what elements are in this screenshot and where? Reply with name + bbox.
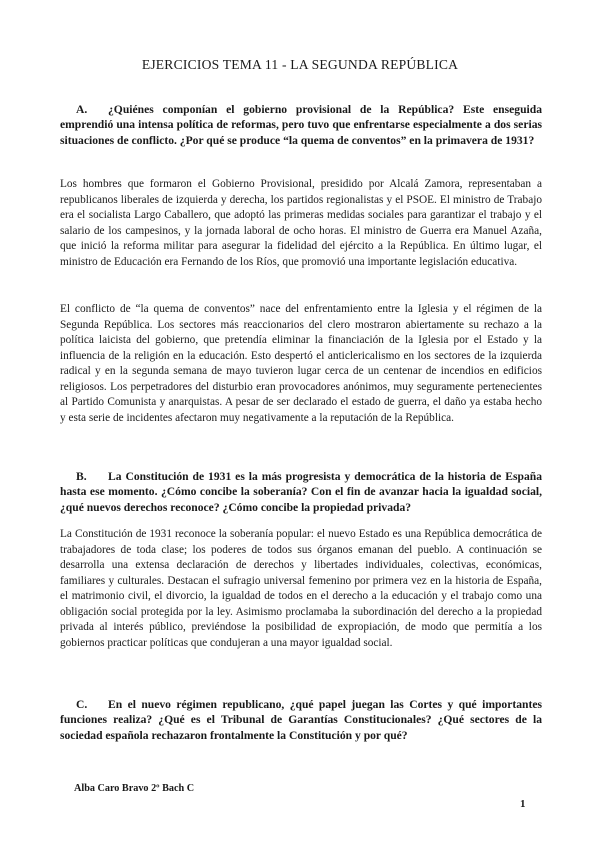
question-letter: C. [76,698,88,711]
document-title: EJERCICIOS TEMA 11 - LA SEGUNDA REPÚBLICA [141,57,459,72]
answer-a-paragraph-2: El conflicto de “la quema de conventos” nace del enfrentamiento entre la Iglesia y el régimen de la Segunda República. Los sectores más reaccionarios del clero mostraron abiertamente su rechazo a la política laicista del gobierno, que pretendía eliminar la financiación de la Iglesia por el Estado y la influencia de la religión en la educación. Esto despertó el anticlericalismo en los sectores de la izquierda radical y en la segunda semana de mayo tuvieron lugar cerca de un centenar de incendios en edificios religiosos. Los perpetradores del disturbio eran provocadores anónimos, muy seguramente pertenecientes al Partido Comunista y anarquistas. A pesar de ser declarado el estado de guerra, el daño ya estaba hecho y esta serie de incidentes afectaron muy negativamente a la reputación de la República. [60,303,542,424]
page-number: 1 [520,798,526,810]
question-a [60,102,542,148]
question-c [60,697,542,743]
answer-b-paragraph-1: La Constitución de 1931 reconoce la soberanía popular: el nuevo Estado es una República democrática de trabajadores de toda clase; los poderes de todos sus órganos emanan del pueblo. A continuación se desarrolla una extensa declaración de derechos y libertades individuales, colectivas, económicas, familiares y culturales. Destacan el sufragio universal femenino por primera vez en la historia de España, el matrimonio civil, el divorcio, la igualdad de todos en el derecho a la educación y el trabajo como una obligación social protegida por la ley. Asimismo proclamaba la subordinación del derecho a la propiedad privada al interés público, previéndose la posibilidad de expropiación, de modo que permitía a los gobiernos practicar políticas que condujeran a una mayor igualdad social. [60,528,542,649]
answer-a-paragraph-1: Los hombres que formaron el Gobierno Provisional, presidido por Alcalá Zamora, representaban a republicanos liberales de izquierda y derecha, los partidos regionalistas y el PSOE. El ministro de Trabajo era el socialista Largo Caballero, que adoptó las primeras medidas sociales para garantizar el trabajo y el salario de los campesinos, y la jornada laboral de ocho horas. El ministro de Guerra era Manuel Azaña, que inició la reforma militar para asegurar la fidelidad del ejército a la República. En último lugar, el ministro de Educación era Fernando de los Ríos, que promovió una importante legislación educativa. [60,178,542,268]
question-text: ¿Quiénes componían el gobierno provisional de la República? Este enseguida emprendió una intensa política de reformas, pero tuvo que enfrentarse especialmente a dos serias situaciones de conflicto. ¿Por qué se produce “la quema de conventos” en la primavera de 1931? [60,103,542,147]
footer-author: Alba Caro Bravo 2º Bach C [74,783,195,794]
question-text: La Constitución de 1931 es la más progresista y democrática de la historia de España hasta ese momento. ¿Cómo concibe la soberanía? Con el fin de avanzar hacia la igualdad social, ¿qué nuevos derechos reconoce? ¿Cómo concibe la propiedad privada? [60,470,542,514]
question-letter: A. [76,103,88,116]
question-text: En el nuevo régimen republicano, ¿qué papel juegan las Cortes y qué importantes funciones realiza? ¿Qué es el Tribunal de Garantías Constitucionales? ¿Qué sectores de la sociedad española rechazaron frontalmente la Constitución y por qué? [60,698,542,742]
question-b [60,469,542,515]
question-letter: B. [76,470,87,483]
